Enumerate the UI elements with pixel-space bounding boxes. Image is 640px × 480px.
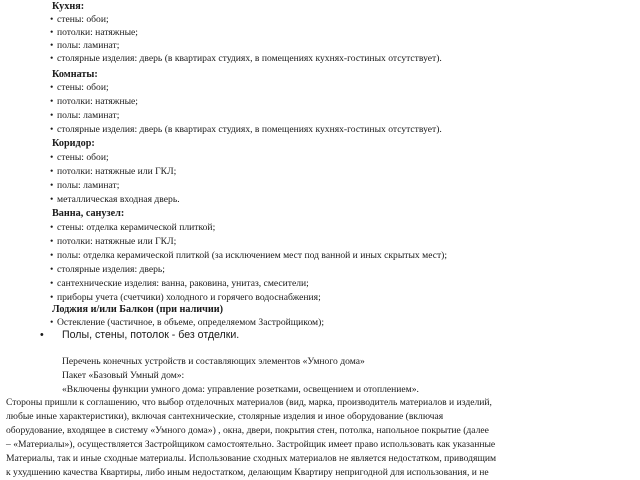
- list-item: • стены: обои;: [50, 82, 109, 93]
- paragraph-line: – «Материалы»), осуществляется Застройщиком самостоятельно. Застройщик имеет право использовать как указанные: [6, 439, 496, 450]
- bullet-icon: •: [50, 278, 54, 289]
- list-item: • Остекление (частичное, в объеме, определяемом Застройщиком);: [50, 317, 324, 328]
- bullet-icon: •: [50, 194, 54, 205]
- list-item: • столярные изделия: дверь (в квартирах студиях, в помещениях кухнях-гостиных отсутствует).: [50, 53, 442, 64]
- bullet-icon: •: [50, 124, 54, 135]
- bullet-icon: •: [40, 329, 44, 341]
- list-item: • стены: обои;: [50, 152, 109, 163]
- list-item: • полы: ламинат;: [50, 180, 120, 191]
- bullet-icon: •: [50, 236, 54, 247]
- bullet-icon: •: [50, 40, 54, 51]
- list-item: • металлическая входная дверь.: [50, 194, 180, 205]
- section-heading-loggia: Лоджия и/или Балкон (при наличии): [52, 304, 224, 315]
- bullet-icon: •: [50, 180, 54, 191]
- paragraph-line: Материалы, так и иные сходные материалы. Использование сходных материалов не является недостатком, приводящим: [6, 453, 497, 464]
- paragraph-line: Стороны пришли к соглашению, что выбор отделочных материалов (вид, марка, производитель материалов и изделий,: [6, 397, 492, 408]
- list-item: • Полы, стены, потолок - без отделки.: [40, 329, 240, 341]
- smart-home-package: Пакет «Базовый Умный дом»:: [62, 370, 185, 381]
- smart-home-title: Перечень конечных устройств и составляющих элементов «Умного дома»: [62, 356, 365, 367]
- bullet-icon: •: [50, 250, 54, 261]
- list-item: • потолки: натяжные;: [50, 27, 138, 38]
- bullet-icon: •: [50, 152, 54, 163]
- list-item: • полы: ламинат;: [50, 40, 120, 51]
- list-item: • сантехнические изделия: ванна, раковина, унитаз, смесители;: [50, 278, 309, 289]
- list-item: • стены: отделка керамической плиткой;: [50, 222, 216, 233]
- bullet-icon: •: [50, 264, 54, 275]
- paragraph-line: к ухудшению качества Квартиры, либо иным недостатком, делающим Квартиру непригодной для использования, и не: [6, 467, 489, 478]
- list-item: • полы: ламинат;: [50, 110, 120, 121]
- bullet-icon: •: [50, 317, 54, 328]
- list-item: • приборы учета (счетчики) холодного и горячего водоснабжения;: [50, 292, 321, 303]
- list-item: • потолки: натяжные или ГКЛ;: [50, 236, 177, 247]
- bullet-icon: •: [50, 27, 54, 38]
- bullet-icon: •: [50, 14, 54, 25]
- section-heading-rooms: Комнаты:: [52, 69, 98, 80]
- section-heading-kitchen: Кухня:: [52, 1, 85, 12]
- bullet-icon: •: [50, 222, 54, 233]
- paragraph-line: любые иные характеристики), включая сантехнические, столярные изделия и иное оборудование (включая: [6, 411, 444, 422]
- bullet-icon: •: [50, 96, 54, 107]
- section-heading-bathroom: Ванна, санузел:: [52, 208, 125, 219]
- list-item: • столярные изделия: дверь;: [50, 264, 165, 275]
- list-item: • потолки: натяжные;: [50, 96, 138, 107]
- smart-home-functions: «Включены функции умного дома: управление розетками, освещением и отоплением».: [62, 384, 419, 395]
- bullet-icon: •: [50, 292, 54, 303]
- bullet-icon: •: [50, 166, 54, 177]
- list-item: • стены: обои;: [50, 14, 109, 25]
- list-item: • полы: отделка керамической плиткой (за исключением мест под ванной и иных скрытых мест);: [50, 250, 448, 261]
- bullet-icon: •: [50, 82, 54, 93]
- list-item: • столярные изделия: дверь (в квартирах студиях, в помещениях кухнях-гостиных отсутствует).: [50, 124, 442, 135]
- paragraph-line: оборудование, входящее в систему «Умного дома») , окна, двери, покрытия стен, потолка, напольное покрытие (далее: [6, 425, 489, 436]
- bullet-icon: •: [50, 110, 54, 121]
- section-heading-corridor: Коридор:: [52, 138, 95, 149]
- list-item: • потолки: натяжные или ГКЛ;: [50, 166, 177, 177]
- bullet-icon: •: [50, 53, 54, 64]
